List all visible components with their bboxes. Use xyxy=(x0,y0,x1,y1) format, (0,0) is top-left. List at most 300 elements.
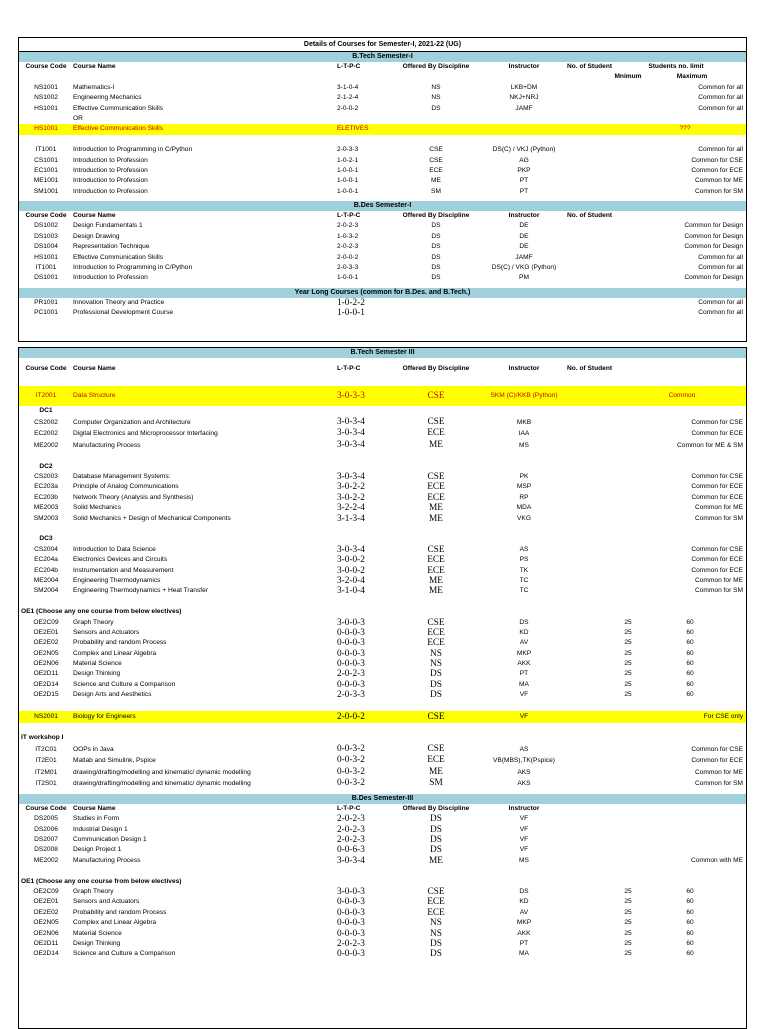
course-code: EC204a xyxy=(34,556,58,564)
course-code: OE2N05 xyxy=(33,919,59,927)
max-students: 60 xyxy=(686,680,694,688)
offered-by: ME xyxy=(429,766,443,777)
offered-by: CSE xyxy=(427,743,445,754)
course-code: OE2N05 xyxy=(33,649,59,657)
offered-by: ME xyxy=(429,513,443,524)
course-name: Material Science xyxy=(73,660,122,668)
remark: Common for ME & SM xyxy=(677,441,743,449)
min-students: 25 xyxy=(624,691,632,699)
course-code: ME1001 xyxy=(33,177,59,185)
ltpc: 2-0-0-2 xyxy=(337,104,359,112)
ltpc: 3-1-3-4 xyxy=(337,513,365,524)
course-code: IT2M01 xyxy=(34,768,58,776)
max-students: 60 xyxy=(686,628,694,636)
course-name: Introduction to Profession xyxy=(73,177,148,185)
instructor: IAA xyxy=(518,430,530,438)
instructor: AG xyxy=(519,156,529,164)
offered-by: CSE xyxy=(427,544,445,555)
max-students: 60 xyxy=(686,908,694,916)
instructor: PT xyxy=(519,939,529,947)
instructor: AS xyxy=(519,545,529,553)
course-code: ME2002 xyxy=(33,441,59,449)
instructor: MKP xyxy=(516,919,532,927)
course-code: OE2E02 xyxy=(33,639,59,647)
offered-by: NS xyxy=(430,659,442,670)
remark: Common for SM xyxy=(695,587,743,595)
table-row xyxy=(19,555,746,565)
instructor: VF xyxy=(519,846,529,854)
ltpc: 1-0-2-2 xyxy=(337,297,365,308)
course-name: Material Science xyxy=(73,929,122,937)
yearlong-band: Year Long Courses (common for B.Des. and B.Tech.) xyxy=(19,288,746,298)
ltpc: 0-0-0-3 xyxy=(337,638,365,649)
table-row xyxy=(19,918,746,928)
course-code: EC203b xyxy=(34,493,58,501)
offered-by: CSE xyxy=(427,416,445,427)
table-row xyxy=(19,242,746,252)
min-students: 25 xyxy=(624,929,632,937)
ltpc: 0-0-0-3 xyxy=(337,918,365,929)
offered-by: DS xyxy=(430,845,442,856)
offered-by: DS xyxy=(431,104,441,112)
ltpc: 3-0-3-4 xyxy=(337,439,365,450)
offered-by: SM xyxy=(429,778,443,789)
table-header-bdes1 xyxy=(19,211,746,221)
course-code: EC1001 xyxy=(34,166,58,174)
offered-by: CSE xyxy=(427,617,445,628)
offered-by: DS xyxy=(430,679,442,690)
course-name: Solid Mechanics + Design of Mechanical Components xyxy=(73,514,231,522)
col-course-code: Course Code xyxy=(25,804,67,812)
course-code: ME2003 xyxy=(33,504,59,512)
course-code: IT2001 xyxy=(35,392,57,400)
course-name: Solid Mechanics xyxy=(73,504,122,512)
ltpc: 3-0-2-2 xyxy=(337,482,365,493)
offered-by: NS xyxy=(430,918,442,929)
col-ltpc: L-T-P-C xyxy=(337,804,361,812)
instructor: PK xyxy=(519,473,529,481)
remark: Common for Design xyxy=(684,243,743,251)
course-name: Data Structure xyxy=(73,392,116,400)
instructor: PM xyxy=(519,274,529,282)
table-row xyxy=(19,176,746,186)
course-code: OE2C09 xyxy=(33,618,59,626)
min-students: 25 xyxy=(624,939,632,947)
remark: Common for ECE xyxy=(691,483,743,491)
table-row xyxy=(19,887,746,897)
remark: Common for all xyxy=(698,146,743,154)
course-code: DS2006 xyxy=(34,825,58,833)
course-code: OE2E02 xyxy=(33,908,59,916)
course-code: PC1001 xyxy=(34,309,58,317)
table-row xyxy=(19,744,746,756)
instructor: VF xyxy=(519,825,529,833)
col-course-code: Course Code xyxy=(25,365,67,372)
course-name: Digital Electronics and Microprocessor Interfacing xyxy=(73,430,218,438)
ltpc: 0-0-0-3 xyxy=(337,627,365,638)
remark: For CSE only xyxy=(703,713,743,721)
table-row xyxy=(19,755,746,767)
offered-by: NS xyxy=(430,648,442,659)
course-name: Manufacturing Process xyxy=(73,441,141,449)
table-row xyxy=(19,618,746,628)
ltpc: 3-0-3-4 xyxy=(337,428,365,439)
oe1-label-bdes: OE1 (Choose any one course from below electives) xyxy=(21,877,182,885)
course-name: Introduction to Profession xyxy=(73,187,148,195)
semester-1-table xyxy=(18,37,747,342)
course-name: Principle of Analog Communications xyxy=(73,483,179,491)
remark: Common for CSE xyxy=(691,473,743,481)
table-row xyxy=(19,908,746,918)
semester-3-table xyxy=(18,347,747,1029)
offered-by: NS xyxy=(431,83,441,91)
remark: Common for ME xyxy=(695,576,743,584)
ltpc: 3-0-0-3 xyxy=(337,886,365,897)
ltpc: 0-0-3-2 xyxy=(337,778,365,789)
offered-by: DS xyxy=(430,835,442,845)
ltpc: 0-0-3-2 xyxy=(337,766,365,777)
table-row xyxy=(19,514,746,524)
table-row xyxy=(19,145,746,155)
instructor: AV xyxy=(519,908,529,916)
bdes-sem1-band: B.Des Semester-I xyxy=(19,201,746,211)
table-header xyxy=(19,62,746,72)
remark: Common for Design xyxy=(684,222,743,230)
course-code: EC2002 xyxy=(34,430,58,438)
remark: Common xyxy=(668,392,696,400)
course-name: Representation Technique xyxy=(73,243,150,251)
offered-by: DS xyxy=(430,814,442,825)
course-code: IT1001 xyxy=(35,146,57,154)
course-code: OE2C09 xyxy=(33,887,59,895)
instructor: DS xyxy=(519,618,529,626)
ltpc: 0-0-0-3 xyxy=(337,648,365,659)
it-workshop-label: IT workshop I xyxy=(21,734,64,742)
ltpc: 1-0-2-1 xyxy=(337,156,359,164)
course-name: drawing/drafting/modelling and kinematic/ dynamic modelling xyxy=(73,780,251,788)
min-students: 25 xyxy=(624,628,632,636)
remark: Common with ME xyxy=(690,856,743,864)
table-row xyxy=(19,417,746,429)
course-code: SM2004 xyxy=(33,587,59,595)
dc2-label: DC2 xyxy=(39,462,53,470)
table-row xyxy=(19,586,746,596)
table-header-sem3 xyxy=(19,362,746,376)
instructor: NKJ+NRJ xyxy=(509,94,539,102)
offered-by: CSE xyxy=(427,886,445,897)
course-code: OE2E01 xyxy=(33,898,59,906)
course-code: OE2E01 xyxy=(33,628,59,636)
ltpc: 3-0-3-4 xyxy=(337,472,365,483)
remark: Common for CSE xyxy=(691,418,743,426)
instructor: AKK xyxy=(517,660,531,668)
course-name: Communication Design 1 xyxy=(73,836,147,843)
table-row xyxy=(19,778,746,790)
ltpc: 2-0-2-3 xyxy=(337,222,359,230)
instructor: VB(MBS),TK(Pspice) xyxy=(493,757,555,765)
col-students-limit: Students no. limit xyxy=(648,63,704,70)
ltpc: 0-0-6-3 xyxy=(337,845,365,856)
course-name: Database Management Systems: xyxy=(73,473,171,481)
btech-sem1-rows-2 xyxy=(19,145,746,197)
remark: Common for CSE xyxy=(691,545,743,553)
course-code: EC203a xyxy=(34,483,58,491)
instructor: AKS xyxy=(517,780,531,788)
course-name: Science and Culture a Comparison xyxy=(73,680,176,688)
highlight-row-data-structure xyxy=(19,386,746,406)
course-name: drawing/drafting/modelling and kinematic/ dynamic modelling xyxy=(73,768,251,776)
remark: Common for all xyxy=(698,94,743,102)
bdes-sem3-band: B.Des Semester-III xyxy=(19,794,746,804)
table-row xyxy=(19,628,746,638)
table-row xyxy=(19,93,746,103)
remark: Common for all xyxy=(698,298,743,306)
table-row xyxy=(19,949,746,959)
remark: Common for all xyxy=(698,264,743,272)
course-name: Biology for Engineers xyxy=(73,713,136,721)
btech-sem3-band: B.Tech Semester III xyxy=(19,348,746,358)
course-name: Design Thinking xyxy=(73,670,121,678)
course-name: Introduction to Programming in C/Python xyxy=(73,264,193,272)
remark: Common for SM xyxy=(695,780,743,788)
course-code: HS1001 xyxy=(34,104,58,112)
table-row xyxy=(19,545,746,555)
remark: Common for ME xyxy=(695,177,743,185)
instructor: TC xyxy=(519,576,529,584)
course-name: Instrumentation and Measurement xyxy=(73,566,174,574)
course-name: Introduction to Profession xyxy=(73,166,148,174)
remark: Common for ECE xyxy=(691,430,743,438)
max-students: 60 xyxy=(686,887,694,895)
ltpc: 3-1-0-4 xyxy=(337,586,365,597)
ltpc: 2-0-2-3 xyxy=(337,835,365,845)
table-row xyxy=(19,187,746,197)
table-row xyxy=(19,232,746,242)
instructor: DS xyxy=(519,887,529,895)
offered-by: SM xyxy=(431,187,441,195)
course-code: NS1001 xyxy=(34,83,58,91)
course-code: OE2D14 xyxy=(33,950,59,958)
instructor: AKK xyxy=(517,929,531,937)
col-instructor: Instructor xyxy=(508,63,540,70)
course-code: OE2N06 xyxy=(33,929,59,937)
course-name: Innovation Theory and Practice xyxy=(73,298,165,306)
max-students: 60 xyxy=(686,898,694,906)
instructor: DE xyxy=(519,243,529,251)
course-code: SM2003 xyxy=(33,514,59,522)
table-row xyxy=(19,83,746,93)
offered-by: DS xyxy=(430,938,442,949)
table-row xyxy=(19,298,746,308)
offered-by: ECE xyxy=(427,482,445,493)
min-students: 25 xyxy=(624,919,632,927)
table-row xyxy=(19,482,746,492)
offered-by: CSE xyxy=(427,472,445,483)
max-students: 60 xyxy=(686,639,694,647)
instructor: MSP xyxy=(516,483,532,491)
offered-by: DS xyxy=(431,243,441,251)
course-name: Industrial Design 1 xyxy=(73,825,128,833)
course-code: OE2N06 xyxy=(33,660,59,668)
remark: Common for ME xyxy=(695,768,743,776)
ltpc: 2-0-2-3 xyxy=(337,669,365,680)
min-students: 25 xyxy=(624,950,632,958)
instructor: DE xyxy=(519,232,529,240)
ltpc: 0-0-3-2 xyxy=(337,755,365,766)
course-code: IT2S01 xyxy=(35,780,57,788)
table-row xyxy=(19,566,746,576)
offered-by: ECE xyxy=(427,565,445,576)
remark: Common for Design xyxy=(684,232,743,240)
elective-note: ??? xyxy=(679,125,691,133)
col-course-name: Course Name xyxy=(73,212,116,220)
remark: Common for ECE xyxy=(691,556,743,564)
instructor: MKP xyxy=(516,649,532,657)
course-name: Science and Culture a Comparison xyxy=(73,950,176,958)
offered-by: ECE xyxy=(427,907,445,918)
col-offered: Offered By Discipline xyxy=(402,804,470,812)
ltpc: 3-0-3-3 xyxy=(337,391,365,402)
table-row xyxy=(19,221,746,231)
max-students: 60 xyxy=(686,939,694,947)
instructor: PT xyxy=(519,187,529,195)
instructor: MS xyxy=(519,441,529,449)
course-name: Manufacturing Process xyxy=(73,856,141,864)
oe1-label: OE1 (Choose any one course from below electives) xyxy=(21,608,182,616)
ltpc: 1-0-0-1 xyxy=(337,177,359,185)
course-code: CS2004 xyxy=(34,545,58,553)
ltpc: 0-0-0-3 xyxy=(337,928,365,939)
min-students: 25 xyxy=(624,649,632,657)
offered-by: ME xyxy=(429,586,443,597)
table-row xyxy=(19,680,746,690)
course-name: Network Theory (Analysis and Synthesis) xyxy=(73,493,194,501)
offered-by: DS xyxy=(431,222,441,230)
instructor: JAMF xyxy=(515,253,533,261)
offered-by: ME xyxy=(429,575,443,586)
instructor: AKS xyxy=(517,768,531,776)
ltpc: 3-0-3-4 xyxy=(337,855,365,866)
instructor: MA xyxy=(519,950,529,958)
max-students: 60 xyxy=(686,660,694,668)
instructor: KD xyxy=(519,628,529,636)
offered-by: DS xyxy=(430,669,442,680)
course-code: IT2E01 xyxy=(35,757,57,765)
remark: Common for CSE xyxy=(691,156,743,164)
remark: Common for ECE xyxy=(691,566,743,574)
course-name: Design Fundamentals 1 xyxy=(73,222,143,230)
course-code: IT2C01 xyxy=(35,745,57,753)
instructor: DE xyxy=(519,222,529,230)
bdes-sem1-rows xyxy=(19,221,746,283)
ltpc: 0-0-0-3 xyxy=(337,659,365,670)
course-code: IT1001 xyxy=(35,264,57,272)
max-students: 60 xyxy=(686,670,694,678)
offered-by: NS xyxy=(430,928,442,939)
course-name: Effective Communication Skills xyxy=(73,253,164,261)
course-name: Introduction to Data Science xyxy=(73,545,156,553)
table-row xyxy=(19,835,746,845)
ltpc: 1-0-0-1 xyxy=(337,274,359,282)
col-num-students: No. of Student xyxy=(567,212,613,220)
course-code: DS1003 xyxy=(34,232,58,240)
ltpc: 1-0-0-1 xyxy=(337,308,365,319)
course-name: Studies in Form xyxy=(73,815,120,823)
instructor: DS(C) / VKJ (Python) xyxy=(492,146,556,154)
course-code: CS2002 xyxy=(34,418,58,426)
course-code: ME2004 xyxy=(33,576,59,584)
table-row xyxy=(19,472,746,482)
course-code: OE2D11 xyxy=(33,939,59,947)
ltpc: 1-0-3-2 xyxy=(337,232,359,240)
btech-sem1-rows xyxy=(19,83,746,114)
ltpc: 3-0-3-4 xyxy=(337,544,365,555)
offered-by: DS xyxy=(430,824,442,835)
col-offered: Offered By Discipline xyxy=(402,63,470,70)
remark: Common for all xyxy=(698,104,743,112)
ltpc: 2-0-2-3 xyxy=(337,938,365,949)
ltpc: 2-0-2-3 xyxy=(337,824,365,835)
offered-by: DS xyxy=(430,690,442,701)
max-students: 60 xyxy=(686,649,694,657)
col-instructor: Instructor xyxy=(508,212,540,220)
instructor: RP xyxy=(519,493,529,501)
ltpc: 0-0-0-3 xyxy=(337,949,365,960)
max-students: 60 xyxy=(686,929,694,937)
ltpc: 2-0-0-2 xyxy=(337,712,365,723)
course-name: Graph Theory xyxy=(73,887,114,895)
course-name: Effective Communication Skills xyxy=(73,104,164,112)
course-code: OE2D11 xyxy=(33,670,59,678)
col-ltpc: L-T-P-C xyxy=(337,365,361,372)
col-num-students: No. of Student xyxy=(567,365,613,372)
table-row xyxy=(19,273,746,283)
instructor: AS xyxy=(519,745,529,753)
course-code: DS1002 xyxy=(34,222,58,230)
instructor: DS(C) / VKG (Python) xyxy=(491,264,557,272)
remark: Common for all xyxy=(698,309,743,317)
table-row xyxy=(19,253,746,263)
course-code: DS2007 xyxy=(34,836,58,843)
course-name: Design Drawing xyxy=(73,232,120,240)
ltpc: 0-0-0-3 xyxy=(337,907,365,918)
oe1-rows-bdes xyxy=(19,887,746,960)
dc2-rows xyxy=(19,472,746,524)
table-row xyxy=(19,166,746,176)
table-subheader xyxy=(19,72,746,82)
min-students: 25 xyxy=(624,618,632,626)
instructor: PT xyxy=(519,670,529,678)
course-name: Design Arts and Aesthetics xyxy=(73,691,152,699)
offered-by: ME xyxy=(429,439,443,450)
offered-by: ME xyxy=(429,855,443,866)
course-name: Complex and Linear Algebra xyxy=(73,919,157,927)
col-course-code: Course Code xyxy=(25,63,67,70)
min-students: 25 xyxy=(624,898,632,906)
instructor: PS xyxy=(519,556,529,564)
offered-by: DS xyxy=(431,264,441,272)
course-name: Engineering Mechanics xyxy=(73,94,142,102)
ltpc: 3-2-2-4 xyxy=(337,503,365,514)
offered-by: NS xyxy=(431,94,441,102)
ltpc: 3-0-0-2 xyxy=(337,555,365,566)
ltpc: 3-0-0-3 xyxy=(337,617,365,628)
col-minimum: Mnimum xyxy=(614,73,642,81)
instructor: TK xyxy=(519,566,529,574)
course-name: Introduction to Profession xyxy=(73,274,148,282)
bdes3-rows xyxy=(19,814,746,866)
dc3-label: DC3 xyxy=(39,535,53,543)
